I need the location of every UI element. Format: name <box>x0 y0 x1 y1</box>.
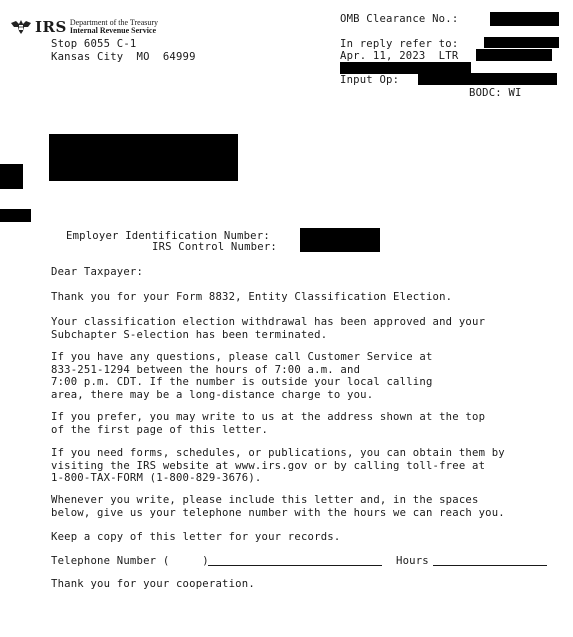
telephone-number-label: Telephone Number ( ) <box>51 555 209 567</box>
input-op-label: Input Op: <box>340 74 400 86</box>
sender-address-line-1: Stop 6055 C-1 <box>51 38 137 50</box>
redacted-ein <box>300 228 380 252</box>
dept-line-2: Internal Revenue Service <box>69 26 157 35</box>
paragraph-7: Keep a copy of this letter for your records. <box>51 531 341 543</box>
telephone-number-field[interactable] <box>208 556 382 566</box>
redacted-recipient-address <box>49 134 238 181</box>
redacted-margin-mark-1 <box>0 164 23 189</box>
redacted-input-op <box>418 73 557 85</box>
irs-logo <box>10 18 158 36</box>
redacted-letter-number <box>476 49 552 61</box>
omb-clearance-label: OMB Clearance No.: <box>340 13 459 25</box>
control-number-label: IRS Control Number: <box>152 241 277 253</box>
hours-field[interactable] <box>433 556 547 566</box>
paragraph-3: If you have any questions, please call Customer Service at 833-251-1294 between the hours of 7:00 a.m. and 7:00 p.m. CDT. If the number is outside your local calling area, there may be a long-distance charge to you. <box>51 351 433 401</box>
reply-refer-label: In reply refer to: <box>340 38 459 50</box>
paragraph-2: Your classification election withdrawal has been approved and your Subchapter S-election has been terminated. <box>51 316 486 341</box>
paragraph-6: Whenever you write, please include this letter and, in the spaces below, give us your telephone number with the hours we can reach you. <box>51 494 505 519</box>
redacted-margin-mark-2 <box>0 209 31 222</box>
sender-address-line-2: Kansas City MO 64999 <box>51 51 196 63</box>
redacted-omb-number <box>490 12 559 26</box>
closing: Thank you for your cooperation. <box>51 578 255 590</box>
dept-line-1: Department of the Treasury <box>69 17 159 27</box>
paragraph-1: Thank you for your Form 8832, Entity Classification Election. <box>51 291 453 303</box>
paragraph-5: If you need forms, schedules, or publications, you can obtain them by visiting the IRS website at www.irs.gov or by calling toll-free at 1-800-TAX-FORM (1-800-829-3676). <box>51 447 505 484</box>
paragraph-4: If you prefer, you may write to us at the address shown at the top of the first page of this letter. <box>51 411 486 436</box>
department-name <box>70 19 158 36</box>
ein-label: Employer Identification Number: <box>66 230 270 242</box>
bodc-code: BODC: WI <box>469 87 522 99</box>
irs-eagle-icon <box>10 19 32 35</box>
salutation: Dear Taxpayer: <box>51 266 144 278</box>
hours-label: Hours <box>396 555 429 567</box>
letter-date: Apr. 11, 2023 LTR <box>340 50 459 62</box>
irs-logo-text: IRS <box>35 18 67 36</box>
redacted-reference-number <box>484 37 559 48</box>
